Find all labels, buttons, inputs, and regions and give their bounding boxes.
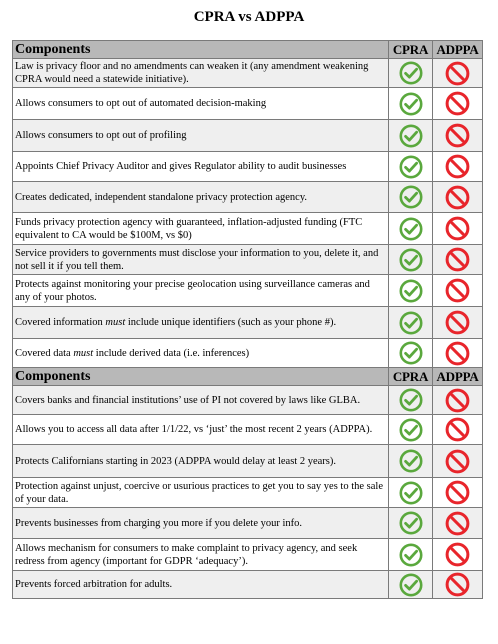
- table-row: [13, 445, 483, 478]
- table-row: [13, 245, 483, 275]
- component-text: Service providers to governments must disclose your information to you, delete it, and not sell it if you tell them.: [13, 245, 389, 275]
- prohibited-icon: [445, 216, 470, 241]
- cpra-status: [389, 120, 433, 152]
- check-circle-icon: [399, 92, 423, 116]
- prohibited-icon: [445, 185, 470, 210]
- check-circle-icon: [399, 341, 423, 365]
- cpra-status: [389, 339, 433, 368]
- adppa-status: [433, 445, 483, 478]
- component-text: Allows consumers to opt out of automated decision-making: [13, 88, 389, 120]
- adppa-status: [433, 182, 483, 213]
- prohibited-icon: [445, 247, 470, 272]
- table-row: [13, 59, 483, 88]
- table-row: [13, 539, 483, 571]
- component-text: Funds privacy protection agency with guaranteed, inflation-adjusted funding (FTC equivalent to CA would be $100M, vs $0): [13, 213, 389, 245]
- cpra-status: [389, 478, 433, 508]
- table-row: [13, 478, 483, 508]
- cpra-status: [389, 571, 433, 599]
- component-text: Allows you to access all data after 1/1/22, vs ‘just’ the most recent 2 years (ADPPA).: [13, 415, 389, 445]
- adppa-status: [433, 339, 483, 368]
- check-circle-icon: [399, 61, 423, 85]
- table-row: [13, 415, 483, 445]
- adppa-status: [433, 386, 483, 415]
- prohibited-icon: [445, 61, 470, 86]
- text-part: Covered information: [15, 317, 106, 328]
- adppa-header: ADPPA: [433, 368, 483, 386]
- table-row: [13, 88, 483, 120]
- prohibited-icon: [445, 278, 470, 303]
- component-text: Protection against unjust, coercive or usurious practices to get you to say yes to the sale of your data.: [13, 478, 389, 508]
- component-text: Prevents businesses from charging you more if you delete your info.: [13, 508, 389, 539]
- prohibited-icon: [445, 388, 470, 413]
- table-row: [13, 571, 483, 599]
- cpra-status: [389, 152, 433, 182]
- prohibited-icon: [445, 480, 470, 505]
- check-circle-icon: [399, 418, 423, 442]
- cpra-status: [389, 445, 433, 478]
- adppa-status: [433, 152, 483, 182]
- cpra-status: [389, 508, 433, 539]
- adppa-status: [433, 245, 483, 275]
- adppa-status: [433, 88, 483, 120]
- cpra-status: [389, 213, 433, 245]
- cpra-status: [389, 307, 433, 339]
- text-part: Covered data: [15, 347, 74, 359]
- cpra-status: [389, 386, 433, 415]
- adppa-status: [433, 120, 483, 152]
- table-row: [13, 508, 483, 539]
- check-circle-icon: [399, 449, 423, 473]
- cpra-status: [389, 88, 433, 120]
- check-circle-icon: [399, 388, 423, 412]
- prohibited-icon: [445, 572, 470, 597]
- check-circle-icon: [399, 311, 423, 335]
- prohibited-icon: [445, 542, 470, 567]
- adppa-status: [433, 539, 483, 571]
- component-text: Protects Californians starting in 2023 (ADPPA would delay at least 2 years).: [13, 445, 389, 478]
- emphasis-text: must: [73, 347, 94, 359]
- check-circle-icon: [399, 279, 423, 303]
- prohibited-icon: [445, 123, 470, 148]
- check-circle-icon: [399, 124, 423, 148]
- cpra-header: CPRA: [389, 41, 433, 59]
- prohibited-icon: [445, 449, 470, 474]
- comparison-table: [12, 40, 483, 599]
- components-header: Components: [13, 41, 389, 59]
- adppa-status: [433, 275, 483, 307]
- prohibited-icon: [445, 417, 470, 442]
- check-circle-icon: [399, 155, 423, 179]
- prohibited-icon: [445, 310, 470, 335]
- adppa-status: [433, 571, 483, 599]
- table-row: [13, 339, 483, 368]
- check-circle-icon: [399, 217, 423, 241]
- component-text: Covers banks and financial institutions’ use of PI not covered by laws like GLBA.: [13, 386, 389, 415]
- cpra-status: [389, 415, 433, 445]
- cpra-status: [389, 245, 433, 275]
- check-circle-icon: [399, 573, 423, 597]
- components-header: Components: [13, 368, 389, 386]
- check-circle-icon: [399, 481, 423, 505]
- prohibited-icon: [445, 91, 470, 116]
- cpra-status: [389, 275, 433, 307]
- component-text: [13, 307, 389, 339]
- prohibited-icon: [445, 511, 470, 536]
- cpra-header: CPRA: [389, 368, 433, 386]
- table-row: [13, 386, 483, 415]
- component-text: Protects against monitoring your precise geolocation using surveillance cameras and any of your photos.: [13, 275, 389, 307]
- table-row: [13, 152, 483, 182]
- adppa-status: [433, 307, 483, 339]
- cpra-status: [389, 59, 433, 88]
- table-row: [13, 213, 483, 245]
- component-text: Creates dedicated, independent standalone privacy protection agency.: [13, 182, 389, 213]
- table-row: [13, 275, 483, 307]
- cpra-status: [389, 539, 433, 571]
- adppa-status: [433, 213, 483, 245]
- component-text: Allows mechanism for consumers to make complaint to privacy agency, and seek redress from agency (important for GDPR ‘adequacy’).: [13, 539, 389, 571]
- table-row: [13, 182, 483, 213]
- text-part: include unique identifiers (such as your phone #).: [125, 317, 337, 328]
- cpra-status: [389, 182, 433, 213]
- component-text: Allows consumers to opt out of profiling: [13, 120, 389, 152]
- check-circle-icon: [399, 543, 423, 567]
- table-row: [13, 120, 483, 152]
- component-text: [13, 339, 389, 368]
- adppa-status: [433, 478, 483, 508]
- prohibited-icon: [445, 341, 470, 366]
- component-text: Law is privacy floor and no amendments can weaken it (any amendment weakening CPRA would need a statewide initiative).: [13, 59, 389, 88]
- emphasis-text: must: [105, 317, 126, 328]
- section-header-row: [13, 41, 483, 59]
- check-circle-icon: [399, 511, 423, 535]
- check-circle-icon: [399, 185, 423, 209]
- adppa-status: [433, 59, 483, 88]
- text-part: include derived data (i.e. inferences): [93, 347, 250, 359]
- section-header-row: [13, 368, 483, 386]
- adppa-header: ADPPA: [433, 41, 483, 59]
- prohibited-icon: [445, 154, 470, 179]
- component-text: Prevents forced arbitration for adults.: [13, 571, 389, 599]
- check-circle-icon: [399, 248, 423, 272]
- adppa-status: [433, 508, 483, 539]
- page-title: CPRA vs ADPPA: [193, 9, 305, 25]
- component-text: Appoints Chief Privacy Auditor and gives Regulator ability to audit businesses: [13, 152, 389, 182]
- table-row: [13, 307, 483, 339]
- adppa-status: [433, 415, 483, 445]
